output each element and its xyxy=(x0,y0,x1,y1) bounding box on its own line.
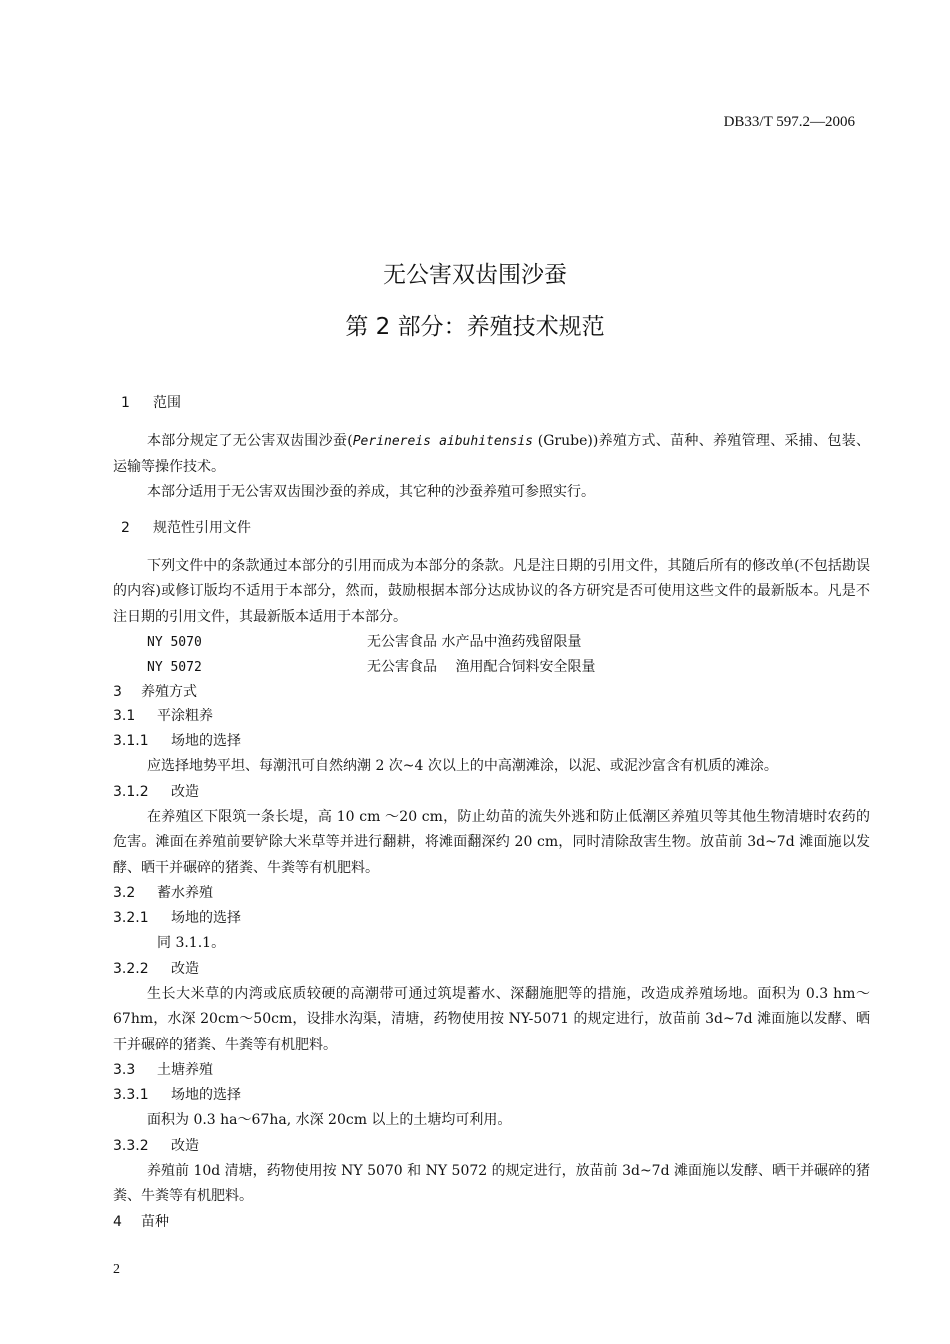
section-title: 土塘养殖 xyxy=(157,1062,213,1078)
document-code: DB33/T 597.2—2006 xyxy=(723,114,855,130)
section-3-2-2-heading xyxy=(113,957,870,982)
section-3-heading xyxy=(113,680,870,704)
section-number: 3.1.2 xyxy=(113,783,149,800)
section-1-heading xyxy=(113,391,870,415)
section-title: 场地的选择 xyxy=(171,910,241,926)
section-title: 蓄水养殖 xyxy=(157,885,213,901)
section-title: 改造 xyxy=(171,960,199,977)
section-number: 4 xyxy=(113,1213,122,1230)
paragraph: 养殖前 10d 清塘，药物使用按 NY 5070 和 NY 5072 的规定进行，放苗前 3d~7d 滩面施以发酵、晒干并碾碎的猪粪、牛粪等有机肥料。 xyxy=(113,1162,870,1204)
section-title: 改造 xyxy=(171,783,199,800)
section-number: 3.1.1 xyxy=(113,733,149,749)
reference-name: 无公害食品 渔用配合饲料安全限量 xyxy=(367,659,596,675)
section-number: 3.3.2 xyxy=(113,1137,149,1154)
section-3-2-1-heading xyxy=(113,906,870,931)
reference-item xyxy=(113,630,870,655)
paragraph: 在养殖区下限筑一条长堤，高 10 cm ～20 cm，防止幼苗的流失外逃和防止低潮区养殖贝等其他生物清塘时农药的危害。滩面在养殖前要铲除大米草等并进行翻耕，将滩面翻深约 20 cm，同时清除敌害生物。放苗前 3d~7d 滩面施以发酵、晒干并碾碎的猪粪、牛粪等有机肥料。 xyxy=(113,808,870,876)
section-3-1-2-heading xyxy=(113,780,870,805)
reference-item xyxy=(113,655,870,680)
section-number: 1 xyxy=(121,395,130,411)
section-number: 2 xyxy=(121,519,130,536)
paragraph: 同 3.1.1。 xyxy=(157,935,226,951)
paragraph: 面积为 0.3 ha～67ha, 水深 20cm 以上的土塘均可利用。 xyxy=(147,1112,512,1128)
section-title: 改造 xyxy=(171,1137,199,1154)
section-3-3-2-heading xyxy=(113,1134,870,1159)
species-latin-name: Perinereis aibuhitensis xyxy=(352,434,534,449)
section-number: 3.2.1 xyxy=(113,910,149,926)
document-body xyxy=(113,391,870,1234)
section-2-heading xyxy=(113,516,870,540)
paragraph: 下列文件中的条款通过本部分的引用而成为本部分的条款。凡是注日期的引用文件，其随后所有的修改单(不包括勘误的内容)或修订版均不适用于本部分，然而，鼓励根据本部分达成协议的各方研究是否可使用这些文件的最新版本。凡是不注日期的引用文件，其最新版本适用于本部分。 xyxy=(113,557,870,625)
page-number: 2 xyxy=(113,1262,120,1277)
section-3-3-1-heading xyxy=(113,1083,870,1108)
section-3-3-heading xyxy=(113,1058,870,1083)
paragraph: 生长大米草的内湾或底质较硬的高潮带可通过筑堤蓄水、深翻施肥等的措施，改造成养殖场地。面积为 0.3 hm～67hm，水深 20cm～50cm，设排水沟渠，清塘，药物使用按 NY-5071 的规定进行，放苗前 3d~7d 滩面施以发酵、晒干并碾碎的猪粪、牛粪等有机肥料。 xyxy=(113,985,870,1053)
section-title: 场地的选择 xyxy=(171,1087,241,1103)
section-title: 苗种 xyxy=(141,1213,169,1230)
section-4-heading xyxy=(113,1210,870,1234)
section-3-1-heading xyxy=(113,704,870,729)
reference-code: NY 5070 xyxy=(147,635,202,650)
paragraph: 应选择地势平坦、每潮汛可自然纳潮 2 次~4 次以上的中高潮滩涂，以泥、或泥沙富含有机质的滩涂。 xyxy=(147,758,778,774)
reference-name: 无公害食品 水产品中渔药残留限量 xyxy=(367,634,582,650)
paragraph-text: 本部分规定了无公害双齿围沙蚕( xyxy=(147,433,353,449)
section-number: 3 xyxy=(113,684,122,700)
section-number: 3.2.2 xyxy=(113,960,149,977)
reference-code: NY 5072 xyxy=(147,660,202,675)
document-title: 无公害双齿围沙蚕 xyxy=(383,262,567,288)
section-title: 养殖方式 xyxy=(141,684,197,700)
section-title: 平涂粗养 xyxy=(157,708,213,724)
section-number: 3.3.1 xyxy=(113,1087,149,1103)
document-subtitle: 第 2 部分：养殖技术规范 xyxy=(345,314,605,340)
section-3-1-1-heading xyxy=(113,729,870,754)
section-number: 3.2 xyxy=(113,885,136,901)
paragraph: 本部分适用于无公害双齿围沙蚕的养成，其它种的沙蚕养殖可参照实行。 xyxy=(147,484,595,500)
section-title: 规范性引用文件 xyxy=(153,519,251,536)
paragraph xyxy=(113,429,870,480)
section-title: 范围 xyxy=(153,395,181,411)
section-number: 3.1 xyxy=(113,708,136,724)
section-title: 场地的选择 xyxy=(171,733,241,749)
section-number: 3.3 xyxy=(113,1062,136,1078)
paragraph-text: (Grube))养殖方式、苗种、养殖管理、采捕、包装、运输等操作技术。 xyxy=(113,433,871,475)
section-3-2-heading xyxy=(113,881,870,906)
